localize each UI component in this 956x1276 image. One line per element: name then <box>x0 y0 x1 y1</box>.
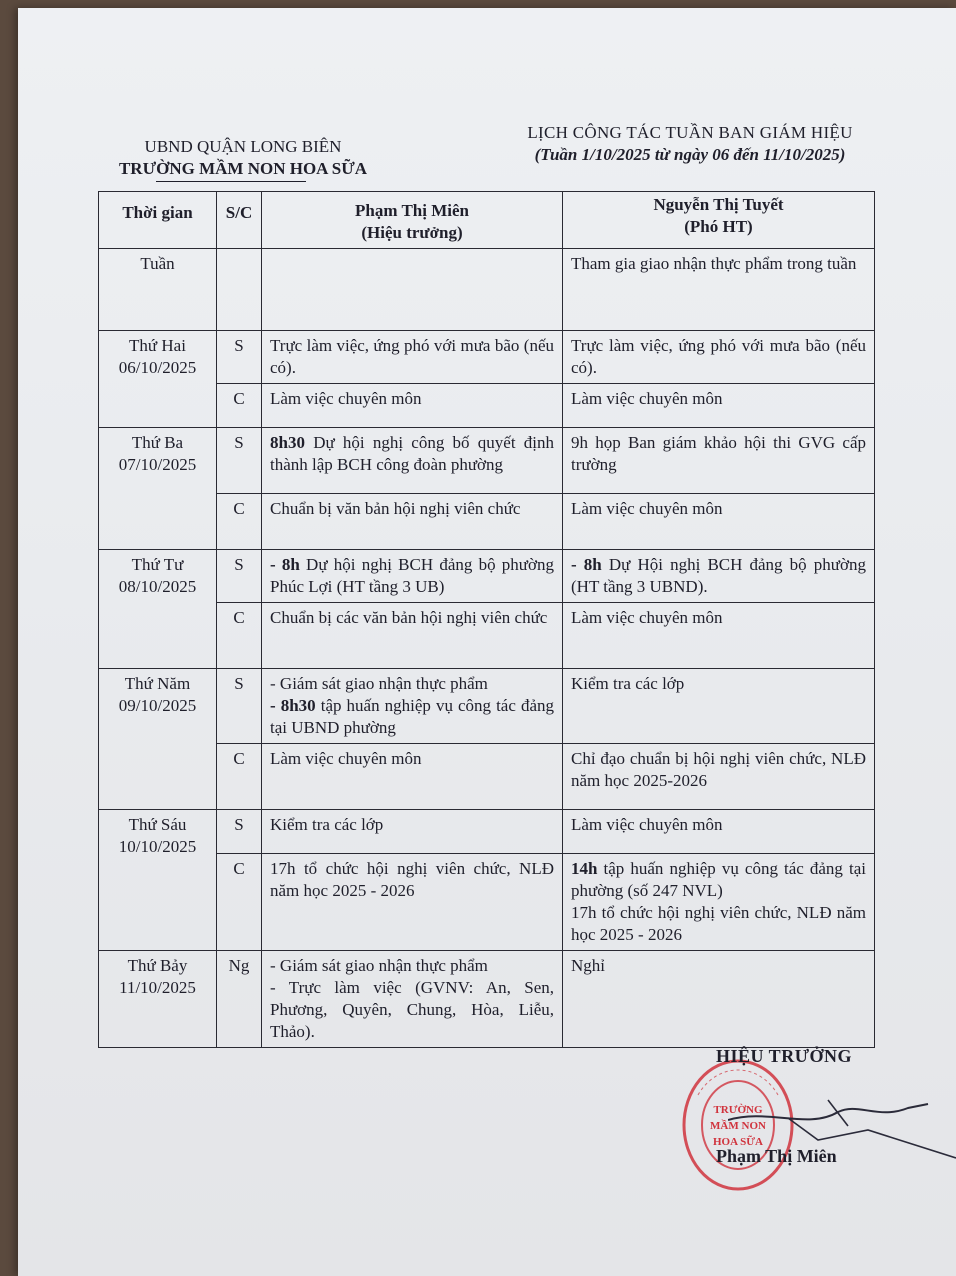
vice-task <box>563 550 875 603</box>
day-cell <box>99 428 217 550</box>
day-date: 09/10/2025 <box>118 696 197 715</box>
signer-title: HIỆU TRƯỞNG <box>716 1046 853 1066</box>
session-label: S <box>217 810 262 854</box>
principal-task <box>262 669 563 744</box>
col-header-sc: S/C <box>217 192 262 249</box>
task-text: tập huấn nghiệp vụ công tác đảng tại phường (số 247 NVL) <box>571 859 866 900</box>
principal-task: Trực làm việc, ứng phó với mưa bão (nếu có). <box>262 331 563 384</box>
session-label: C <box>217 854 262 951</box>
svg-text:HOA SỮA: HOA SỮA <box>712 1136 764 1148</box>
day-cell <box>99 669 217 810</box>
task-text: Dự hội nghị công bố quyết định thành lập BCH công đoàn phường <box>270 433 554 474</box>
doc-title: LỊCH CÔNG TÁC TUẦN BAN GIÁM HIỆU <box>527 123 853 142</box>
week-vice: Tham gia giao nhận thực phẩm trong tuần <box>563 249 875 331</box>
task-line: - Trực làm việc (GVNV: An, Sen, Phương, Quyên, Chung, Hòa, Liễu, Thảo). <box>270 978 554 1041</box>
table-row-week <box>99 249 875 331</box>
vice-task: Nghỉ <box>563 951 875 1048</box>
day-name: Thứ Sáu <box>128 815 187 834</box>
principal-task <box>262 550 563 603</box>
vice-name: Nguyễn Thị Tuyết <box>653 195 784 214</box>
week-sc <box>217 249 262 331</box>
vice-task: 9h họp Ban giám khảo hội thi GVG cấp trường <box>563 428 875 494</box>
day-date: 07/10/2025 <box>118 455 197 474</box>
task-text: Dự Hội nghị BCH đảng bộ phường (HT tầng 3 UBND). <box>571 555 867 596</box>
time-highlight: - 8h <box>571 555 602 574</box>
day-date: 08/10/2025 <box>118 577 197 596</box>
session-label: S <box>217 550 262 603</box>
vice-role: (Phó HT) <box>684 217 753 236</box>
task-line: - Giám sát giao nhận thực phẩm <box>270 674 488 693</box>
table-row <box>99 428 875 494</box>
org-line-2: TRƯỜNG MẦM NON HOA SỮA <box>118 159 368 178</box>
table-row <box>99 669 875 744</box>
org-header <box>108 136 378 180</box>
day-cell <box>99 810 217 951</box>
svg-text:TRƯỜNG: TRƯỜNG <box>713 1104 763 1116</box>
vice-task: Làm việc chuyên môn <box>563 384 875 428</box>
day-name: Thứ Ba <box>131 433 184 452</box>
session-label: S <box>217 669 262 744</box>
principal-name: Phạm Thị Miên <box>355 201 469 220</box>
col-header-principal <box>262 192 563 249</box>
vice-task: Kiểm tra các lớp <box>563 669 875 744</box>
session-label: C <box>217 744 262 810</box>
time-highlight: - 8h30 <box>270 696 316 715</box>
day-date: 06/10/2025 <box>118 358 197 377</box>
session-label: Ng <box>217 951 262 1048</box>
doc-subtitle: (Tuần 1/10/2025 từ ngày 06 đến 11/10/2025) <box>534 145 846 164</box>
schedule-table <box>98 191 875 1048</box>
day-cell <box>99 951 217 1048</box>
day-name: Thứ Tư <box>131 555 184 574</box>
session-label: C <box>217 494 262 550</box>
task-line: - Giám sát giao nhận thực phẩm <box>270 956 488 975</box>
vice-task: Làm việc chuyên môn <box>563 810 875 854</box>
principal-role: (Hiệu trưởng) <box>361 223 463 242</box>
table-row <box>99 810 875 854</box>
table-row <box>99 550 875 603</box>
session-label: S <box>217 331 262 384</box>
vice-task <box>563 854 875 951</box>
day-date: 11/10/2025 <box>119 978 196 997</box>
principal-task: Chuẩn bị văn bản hội nghị viên chức <box>262 494 563 550</box>
signer-name: Phạm Thị Miên <box>716 1146 837 1166</box>
principal-task: 17h tổ chức hội nghị viên chức, NLĐ năm học 2025 - 2026 <box>262 854 563 951</box>
time-highlight: 14h <box>571 859 598 878</box>
table-row <box>99 951 875 1048</box>
day-cell <box>99 331 217 428</box>
svg-text:MẦM NON: MẦM NON <box>710 1120 766 1132</box>
session-label: S <box>217 428 262 494</box>
principal-task: Làm việc chuyên môn <box>262 744 563 810</box>
principal-task: Chuẩn bị các văn bản hội nghị viên chức <box>262 603 563 669</box>
day-cell <box>99 550 217 669</box>
task-line: 17h tổ chức hội nghị viên chức, NLĐ năm học 2025 - 2026 <box>571 903 866 944</box>
col-header-time: Thời gian <box>99 192 217 249</box>
time-highlight: 8h30 <box>270 433 305 452</box>
time-highlight: - 8h <box>270 555 300 574</box>
doc-title-block <box>505 122 875 166</box>
header-underline <box>156 181 306 182</box>
day-name: Thứ Năm <box>124 674 191 693</box>
col-header-vice <box>563 192 875 249</box>
day-name: Thứ Hai <box>129 336 186 355</box>
principal-task: Kiểm tra các lớp <box>262 810 563 854</box>
principal-task: Làm việc chuyên môn <box>262 384 563 428</box>
table-header-row <box>99 192 875 249</box>
vice-task: Trực làm việc, ứng phó với mưa bão (nếu có). <box>563 331 875 384</box>
principal-task <box>262 428 563 494</box>
session-label: C <box>217 384 262 428</box>
vice-task: Làm việc chuyên môn <box>563 494 875 550</box>
org-line-1: UBND QUẬN LONG BIÊN <box>144 137 342 156</box>
vice-task: Làm việc chuyên môn <box>563 603 875 669</box>
principal-task <box>262 951 563 1048</box>
day-name: Thứ Bảy <box>127 956 188 975</box>
week-principal <box>262 249 563 331</box>
session-label: C <box>217 603 262 669</box>
vice-task: Chỉ đạo chuẩn bị hội nghị viên chức, NLĐ năm học 2025-2026 <box>563 744 875 810</box>
task-text: tập huấn nghiệp vụ công tác đảng tại UBND phường <box>270 696 554 737</box>
day-date: 10/10/2025 <box>118 837 197 856</box>
table-row <box>99 331 875 384</box>
week-label: Tuần <box>99 249 217 331</box>
task-text: Dự hội nghị BCH đảng bộ phường Phúc Lợi (HT tầng 3 UB) <box>270 555 555 596</box>
